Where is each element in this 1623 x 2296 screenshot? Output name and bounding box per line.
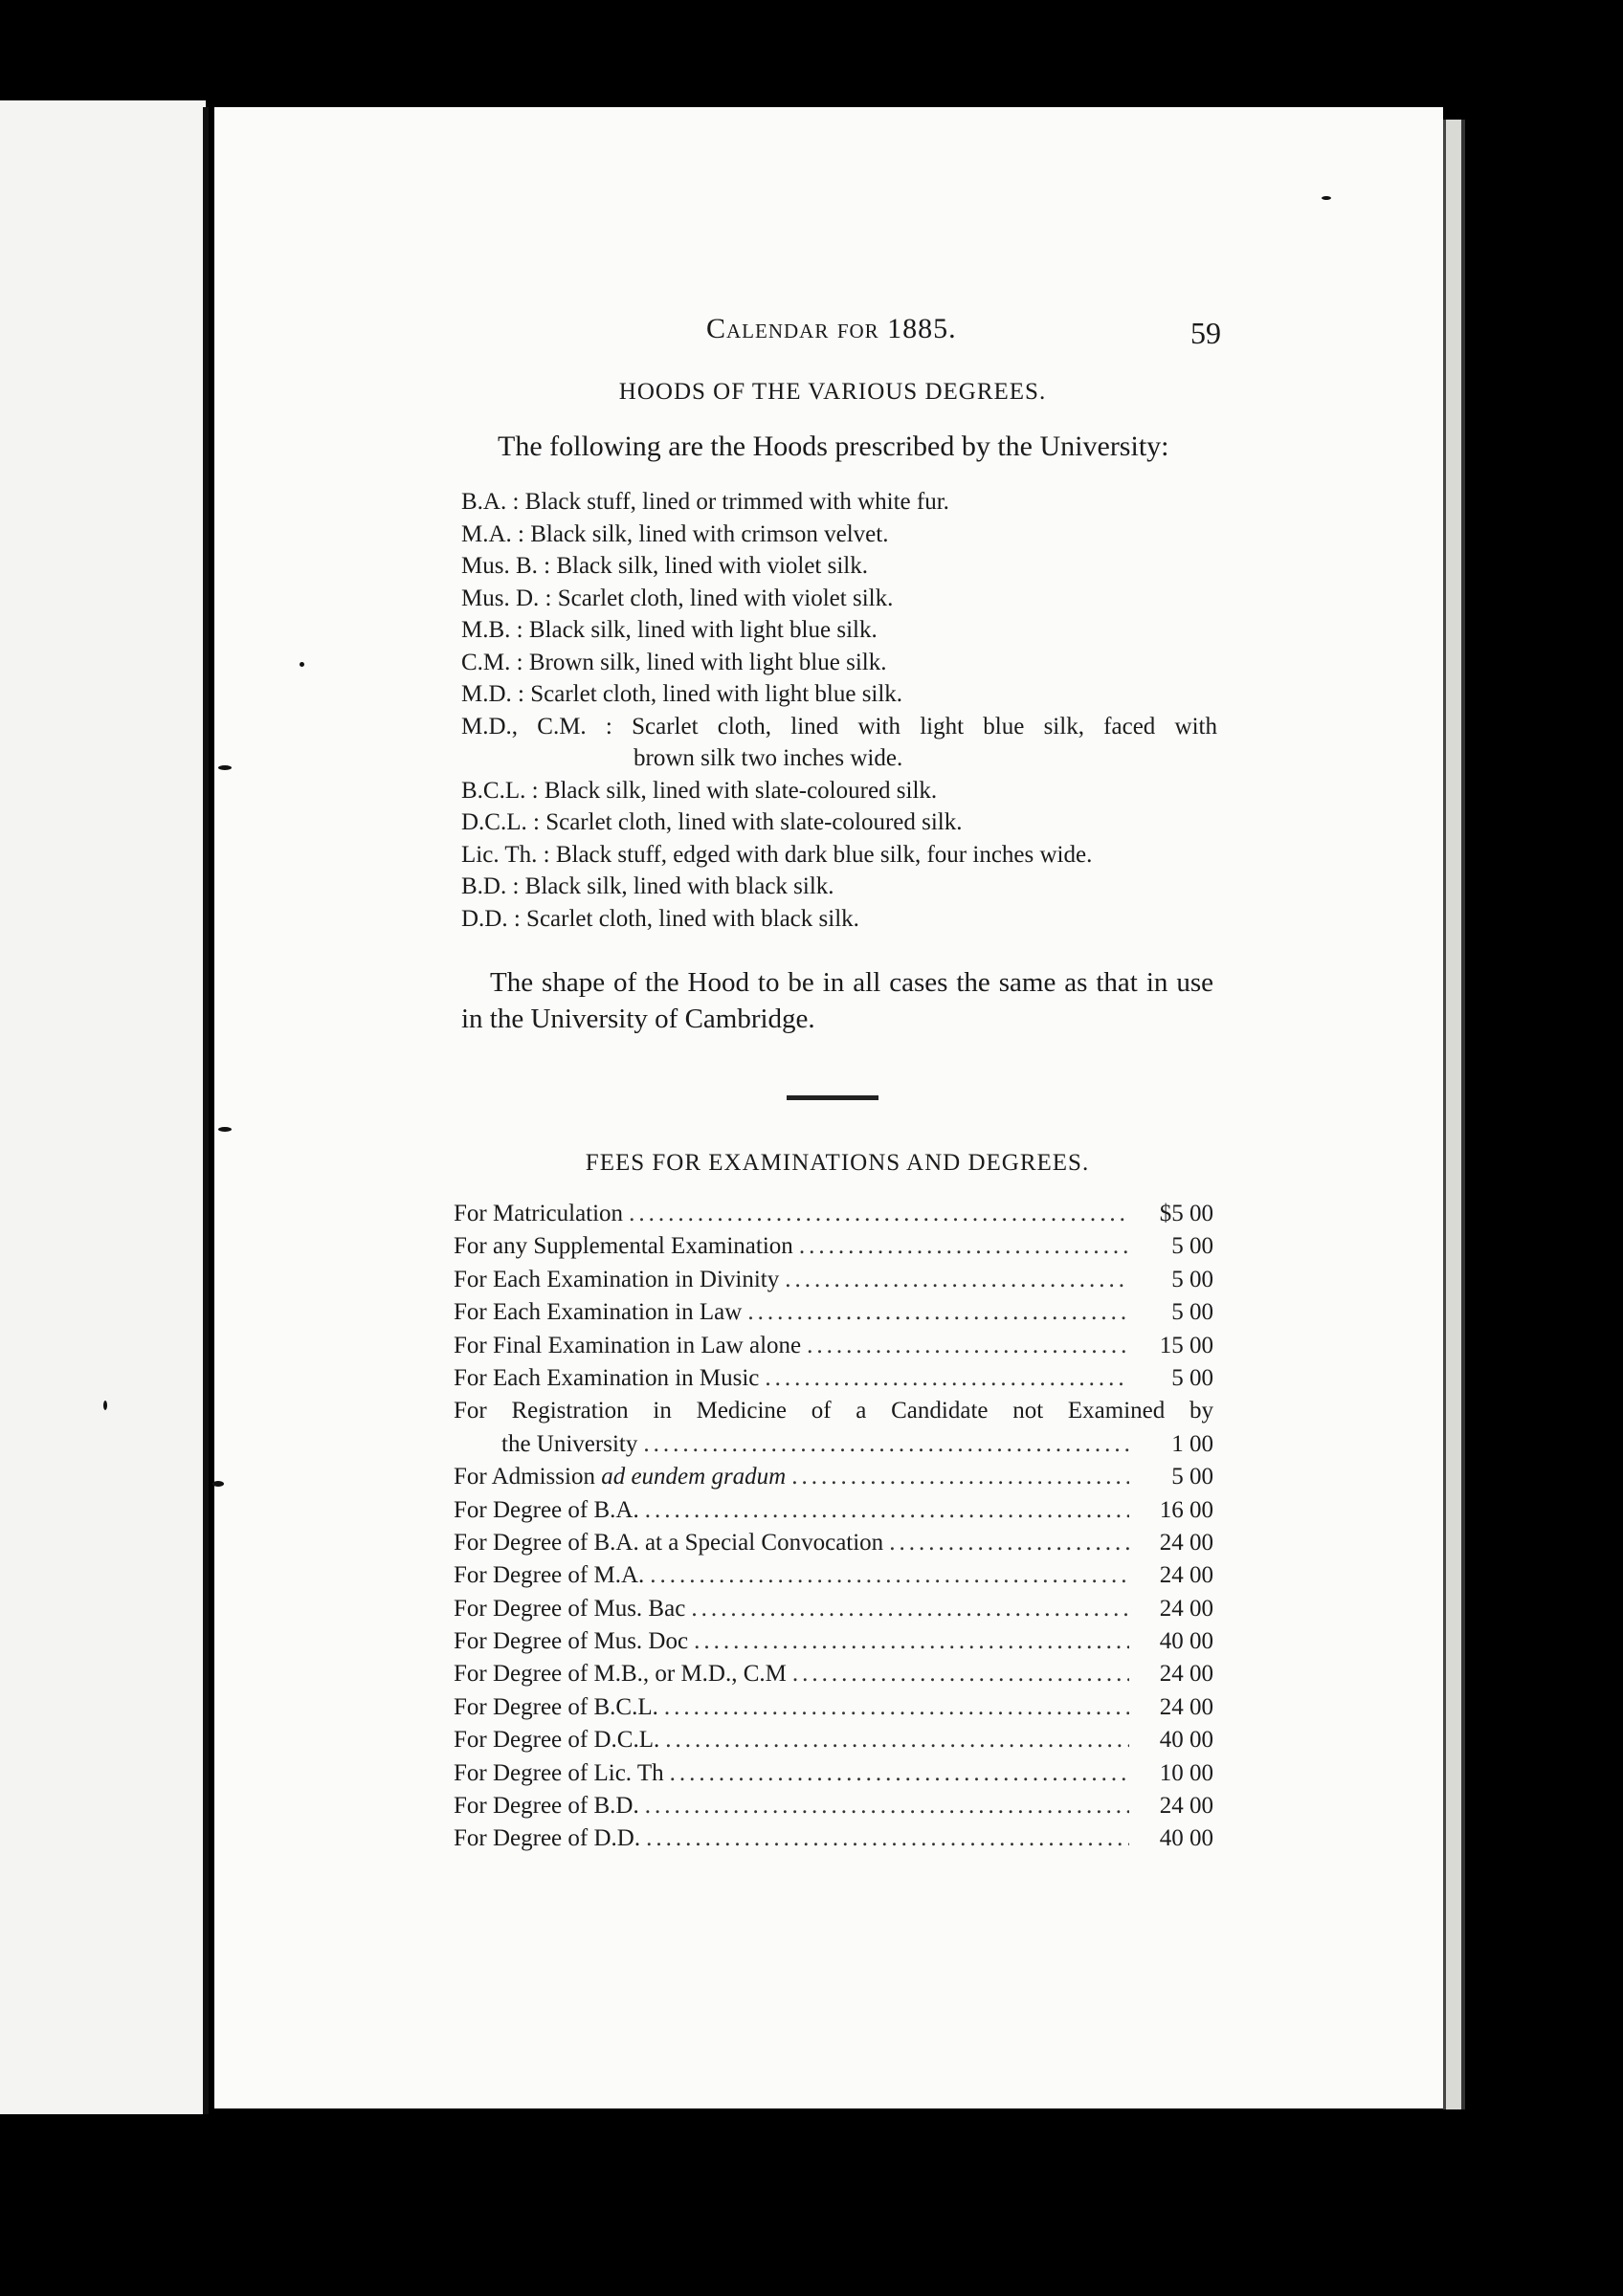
page-number: 59: [1190, 316, 1221, 350]
fee-amount: 24 00: [1159, 1661, 1213, 1688]
fee-amount: 16 00: [1159, 1496, 1213, 1523]
fee-label: [454, 1822, 640, 1855]
fee-label: [454, 1625, 688, 1658]
fee-row: [454, 1198, 1213, 1230]
dot-leader: [664, 1691, 1129, 1724]
fee-row: [454, 1494, 1213, 1527]
fee-label: [454, 1494, 639, 1527]
running-head-title: Calendar for 1885.: [706, 313, 957, 344]
hoods-intro: The following are the Hoods prescribed by the University:: [498, 430, 1169, 462]
hood-item: M.D. : Scarlet cloth, lined with light blue silk.: [461, 681, 903, 707]
dot-leader: [765, 1362, 1129, 1395]
hood-item: M.B. : Black silk, lined with light blue silk.: [461, 617, 878, 643]
hood-item-continuation: brown silk two inches wide.: [634, 745, 903, 771]
hoods-list: [461, 486, 1217, 935]
fee-amount: 24 00: [1159, 1595, 1213, 1622]
fee-label-text: For Degree of D.C.L.: [454, 1727, 660, 1754]
dot-leader: [807, 1330, 1129, 1362]
fee-row: [454, 1362, 1213, 1395]
fee-label: [454, 1724, 659, 1756]
fee-label-text: For Degree of Lic. Th: [454, 1759, 664, 1786]
fee-label-text: For Each Examination in Law: [454, 1299, 743, 1326]
dot-leader: [694, 1625, 1129, 1658]
fee-label: [454, 1296, 742, 1329]
fee-label-text: For Degree of B.A.: [454, 1496, 639, 1523]
fee-label: [454, 1198, 623, 1230]
fee-label: [454, 1330, 801, 1362]
fee-amount: 40 00: [1159, 1628, 1213, 1655]
fee-label: [454, 1691, 658, 1724]
fee-label-text: For Degree of M.B., or M.D., C.M: [454, 1661, 787, 1688]
hood-item: Mus. B. : Black silk, lined with violet silk.: [461, 553, 868, 579]
dot-leader: [646, 1822, 1129, 1855]
fee-row: [454, 1559, 1213, 1592]
hoods-heading: HOODS OF THE VARIOUS DEGREES.: [618, 379, 1047, 405]
fee-label-text: For Degree of M.A.: [454, 1562, 645, 1589]
running-head: [706, 313, 1223, 345]
fee-row: [454, 1757, 1213, 1790]
fee-label-text: For Degree of Mus. Doc: [454, 1628, 689, 1655]
fee-label: [454, 1559, 644, 1592]
hood-item: Lic. Th. : Black stuff, edged with dark blue silk, four inches wide.: [461, 841, 1093, 868]
dot-leader: [670, 1757, 1129, 1790]
fee-amount: 5 00: [1171, 1233, 1213, 1260]
fee-row: [454, 1691, 1213, 1724]
fee-row: [454, 1822, 1213, 1855]
section-divider-rule: [787, 1095, 878, 1100]
fee-amount: 10 00: [1159, 1759, 1213, 1786]
fee-label-text: For Each Examination in Music: [454, 1364, 760, 1391]
fee-label: [454, 1230, 793, 1263]
fee-row: [454, 1593, 1213, 1625]
hoods-closing-text: The shape of the Hood to be in all cases the same as that in use in the University of Cambridge.: [461, 967, 1213, 1034]
fee-row: [454, 1296, 1213, 1329]
dot-leader: [799, 1230, 1129, 1263]
fee-label: [454, 1757, 664, 1790]
dot-leader: [747, 1296, 1129, 1329]
hood-item: B.D. : Black silk, lined with black silk.: [461, 873, 834, 899]
dot-leader: [785, 1264, 1129, 1296]
margin-speck: [103, 1401, 107, 1410]
fee-row: [454, 1527, 1213, 1559]
fee-amount: 24 00: [1159, 1793, 1213, 1820]
dot-leader: [889, 1527, 1129, 1559]
fee-label-text: For Final Examination in Law alone: [454, 1332, 802, 1358]
fee-label-continuation: the University: [501, 1430, 638, 1457]
margin-speck: [212, 1481, 224, 1487]
hood-item: B.C.L. : Black silk, lined with slate-coloured silk.: [461, 777, 938, 804]
dot-leader: [645, 1790, 1129, 1822]
fee-label-text: For Degree of D.D.: [454, 1825, 641, 1852]
dot-leader: [645, 1494, 1129, 1527]
fee-amount: 40 00: [1159, 1727, 1213, 1754]
fee-amount: 5 00: [1171, 1299, 1213, 1326]
dot-leader: [665, 1724, 1129, 1756]
fee-label: [454, 1527, 883, 1559]
dot-leader: [791, 1461, 1129, 1493]
fee-row-continuation: [454, 1428, 1213, 1461]
fee-amount: 24 00: [1159, 1693, 1213, 1720]
fee-label-text: For any Supplemental Examination: [454, 1233, 793, 1260]
margin-speck: [1322, 196, 1331, 200]
dot-leader: [691, 1593, 1129, 1625]
fee-amount: 15 00: [1159, 1332, 1213, 1358]
fee-row: [454, 1790, 1213, 1822]
fee-amount: 1 00: [1171, 1430, 1213, 1457]
margin-speck: [218, 1127, 232, 1132]
fee-label-text: For Matriculation: [454, 1201, 624, 1226]
fees-heading: FEES FOR EXAMINATIONS AND DEGREES.: [585, 1150, 1090, 1176]
fee-label-text: For Degree of B.D.: [454, 1793, 639, 1820]
fee-row: [454, 1625, 1213, 1658]
fee-label-italic: ad eundem gradum: [601, 1464, 787, 1490]
page-edge: [1443, 120, 1465, 2109]
hood-item: M.A. : Black silk, lined with crimson velvet.: [461, 520, 889, 547]
fee-label-text: For Each Examination in Divinity: [454, 1266, 780, 1292]
fee-row: [454, 1264, 1213, 1296]
hood-item: Mus. D. : Scarlet cloth, lined with violet silk.: [461, 585, 894, 611]
left-facing-page: [0, 100, 206, 2114]
fee-label: For Registration in Medicine of a Candidate not Examined by: [454, 1398, 1213, 1424]
fee-label-text: For Admission: [454, 1464, 595, 1490]
fee-row: [454, 1461, 1213, 1493]
fee-label-text: For Degree of Mus. Bac: [454, 1595, 686, 1622]
fee-label: [454, 1264, 779, 1296]
dot-leader: [792, 1658, 1129, 1690]
fee-label: [454, 1461, 786, 1493]
fee-amount: 24 00: [1159, 1529, 1213, 1556]
dot-leader: [643, 1428, 1129, 1461]
fee-row: [454, 1330, 1213, 1362]
fee-row: [454, 1658, 1213, 1690]
hood-item: D.C.L. : Scarlet cloth, lined with slate-coloured silk.: [461, 809, 963, 835]
hood-item: M.D., C.M. : Scarlet cloth, lined with light blue silk, faced with: [461, 713, 1217, 740]
fee-label: [454, 1593, 685, 1625]
hood-item: B.A. : Black stuff, lined or trimmed with white fur.: [461, 489, 949, 515]
fee-amount: 40 00: [1159, 1825, 1213, 1852]
gutter-shadow: [203, 107, 209, 2114]
hood-item: D.D. : Scarlet cloth, lined with black silk.: [461, 905, 859, 932]
fee-label-text: For Degree of B.A. at a Special Convocation: [454, 1529, 884, 1556]
fee-label: [454, 1658, 787, 1690]
fee-row: [454, 1724, 1213, 1756]
hoods-closing: [461, 964, 1213, 1037]
fee-label-text: For Degree of B.C.L.: [454, 1693, 658, 1720]
fee-label: [454, 1362, 759, 1395]
dot-leader: [629, 1198, 1129, 1230]
fee-amount: 5 00: [1171, 1364, 1213, 1391]
fee-row: [454, 1230, 1213, 1263]
fee-amount: 5 00: [1171, 1464, 1213, 1490]
dot-leader: [650, 1559, 1129, 1592]
fee-amount: $5 00: [1159, 1201, 1213, 1226]
fees-table: [454, 1198, 1213, 1856]
margin-speck: [300, 662, 304, 667]
fee-amount: 5 00: [1171, 1266, 1213, 1292]
margin-speck: [218, 765, 232, 770]
fee-label: [454, 1790, 639, 1822]
fee-amount: 24 00: [1159, 1562, 1213, 1589]
fee-row: [454, 1395, 1213, 1461]
hood-item: C.M. : Brown silk, lined with light blue silk.: [461, 649, 887, 675]
